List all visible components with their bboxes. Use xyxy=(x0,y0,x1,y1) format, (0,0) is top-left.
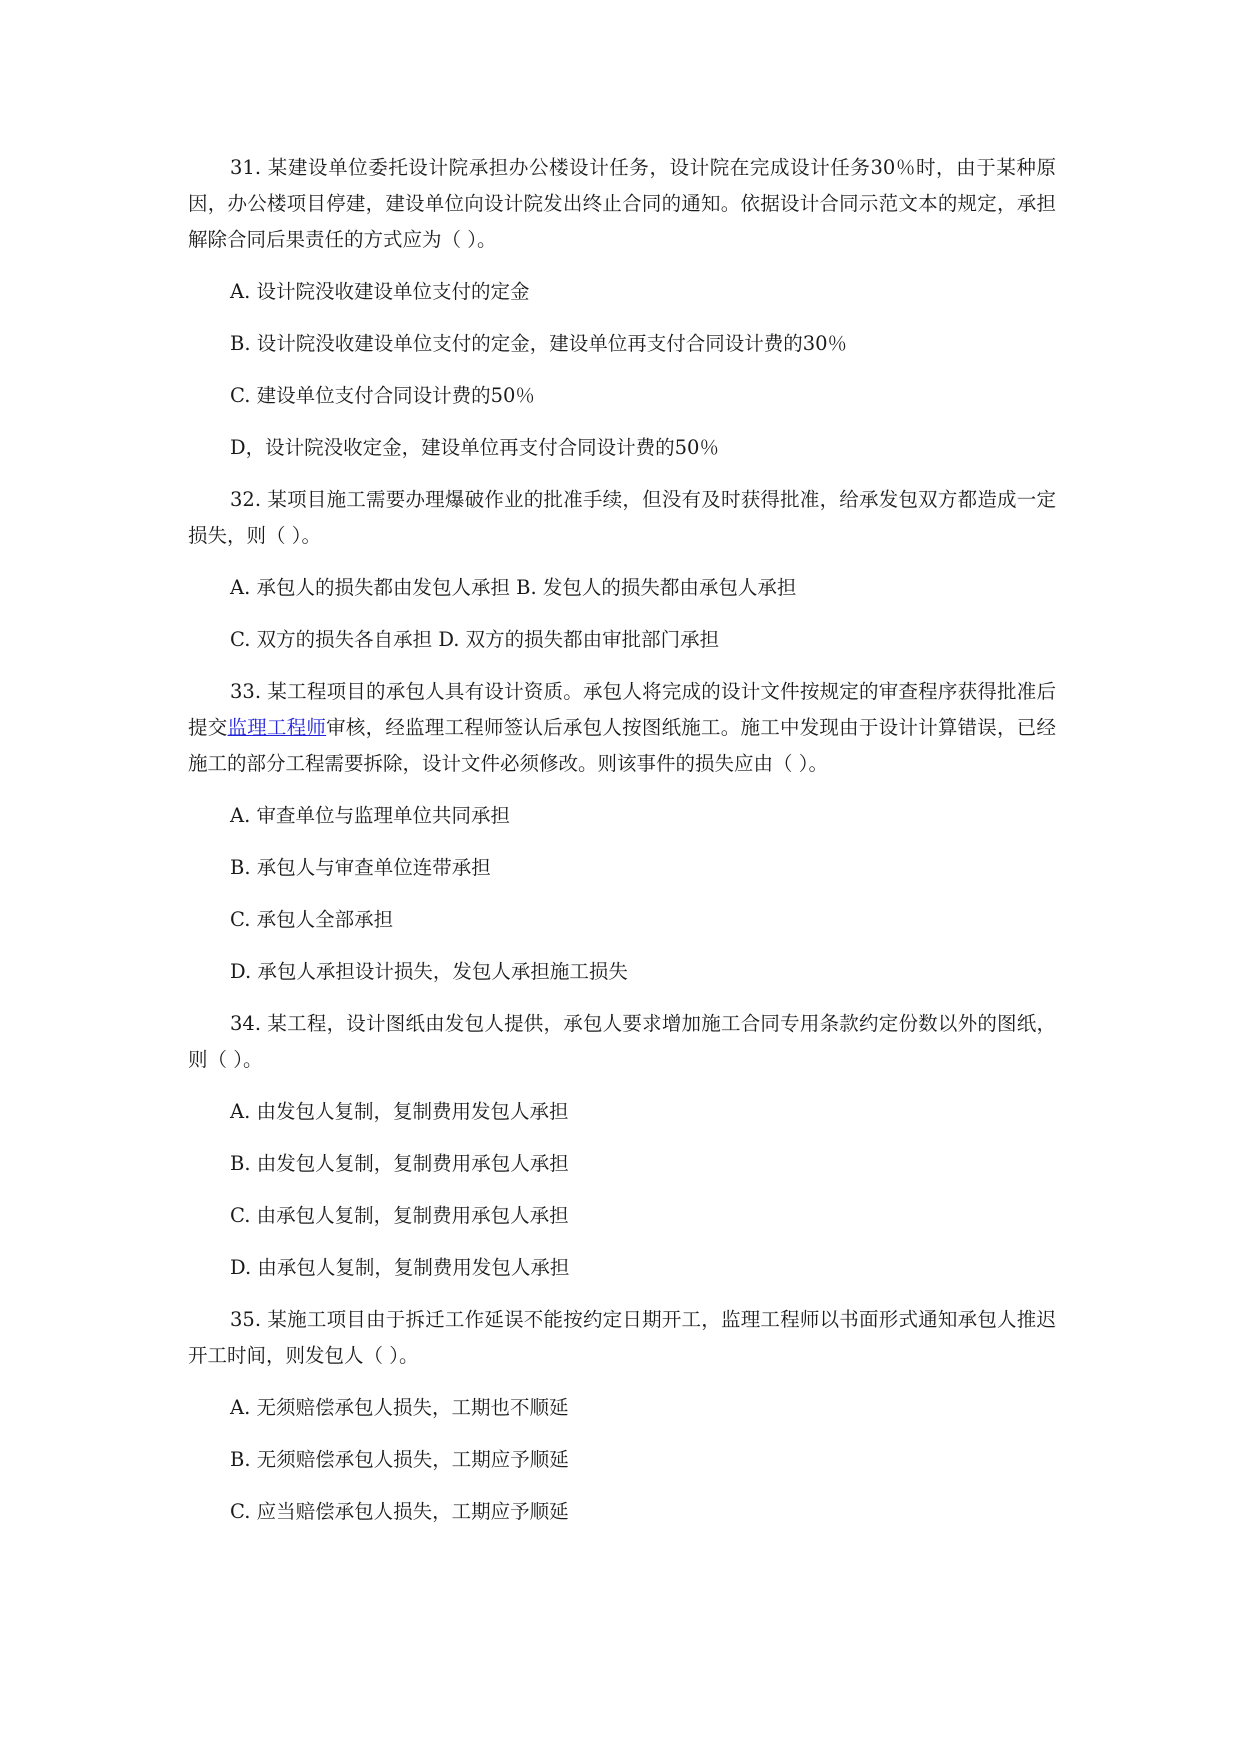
question-stem: 32. 某项目施工需要办理爆破作业的批准手续，但没有及时获得批准，给承发包双方都造成一定损失，则（ ）。 xyxy=(188,488,1056,547)
option-c: C. 应当赔偿承包人损失，工期应予顺延 xyxy=(230,1500,569,1523)
question-stem: 34. 某工程，设计图纸由发包人提供，承包人要求增加施工合同专用条款约定份数以外的图纸，则（ ）。 xyxy=(188,1012,1056,1071)
option-c: C. 由承包人复制，复制费用承包人承担 xyxy=(230,1204,569,1227)
question-stem xyxy=(188,674,1056,782)
stem-text-after: 审核，经监理工程师签认后承包人按图纸施工。施工中发现由于设计计算错误，已经施工的部分工程需要拆除，设计文件必须修改。则该事件的损失应由（ ）。 xyxy=(188,716,1056,775)
option-d: D，设计院没收定金，建设单位再支付合同设计费的50％ xyxy=(230,436,719,459)
option-a: A. 审查单位与监理单位共同承担 xyxy=(230,804,510,827)
document-page xyxy=(188,150,1056,1546)
option-d: D. 承包人承担设计损失，发包人承担施工损失 xyxy=(230,960,628,983)
option-a: A. 设计院没收建设单位支付的定金 xyxy=(230,280,530,303)
option-a: A. 由发包人复制，复制费用发包人承担 xyxy=(230,1100,569,1123)
question-stem: 35. 某施工项目由于拆迁工作延误不能按约定日期开工，监理工程师以书面形式通知承包人推迟开工时间，则发包人（ ）。 xyxy=(188,1308,1056,1367)
option-c-d: C. 双方的损失各自承担 D. 双方的损失都由审批部门承担 xyxy=(230,628,720,651)
stem-text-before: 33. 某工程项目的承包人具有设计资质。承包人将完成的设计文件按规定的审查程序获得批准后提交 xyxy=(188,680,1056,739)
question-34 xyxy=(188,1006,1056,1286)
option-c: C. 建设单位支付合同设计费的50％ xyxy=(230,384,535,407)
option-a: A. 无须赔偿承包人损失，工期也不顺延 xyxy=(230,1396,569,1419)
question-stem: 31. 某建设单位委托设计院承担办公楼设计任务，设计院在完成设计任务30％时，由于某种原因，办公楼项目停建，建设单位向设计院发出终止合同的通知。依据设计合同示范文本的规定，承担解除合同后果责任的方式应为（ ）。 xyxy=(188,156,1056,251)
option-c: C. 承包人全部承担 xyxy=(230,908,394,931)
option-d: D. 由承包人复制，复制费用发包人承担 xyxy=(230,1256,570,1279)
option-b: B. 无须赔偿承包人损失，工期应予顺延 xyxy=(230,1448,569,1471)
question-33 xyxy=(188,674,1056,990)
option-b: B. 设计院没收建设单位支付的定金，建设单位再支付合同设计费的30％ xyxy=(230,332,848,355)
supervising-engineer-link[interactable]: 监理工程师 xyxy=(227,716,327,739)
option-b: B. 承包人与审查单位连带承担 xyxy=(230,856,491,879)
question-31 xyxy=(188,150,1056,466)
question-35 xyxy=(188,1302,1056,1530)
option-a-b: A. 承包人的损失都由发包人承担 B. 发包人的损失都由承包人承担 xyxy=(230,576,797,599)
question-32 xyxy=(188,482,1056,658)
option-b: B. 由发包人复制，复制费用承包人承担 xyxy=(230,1152,569,1175)
